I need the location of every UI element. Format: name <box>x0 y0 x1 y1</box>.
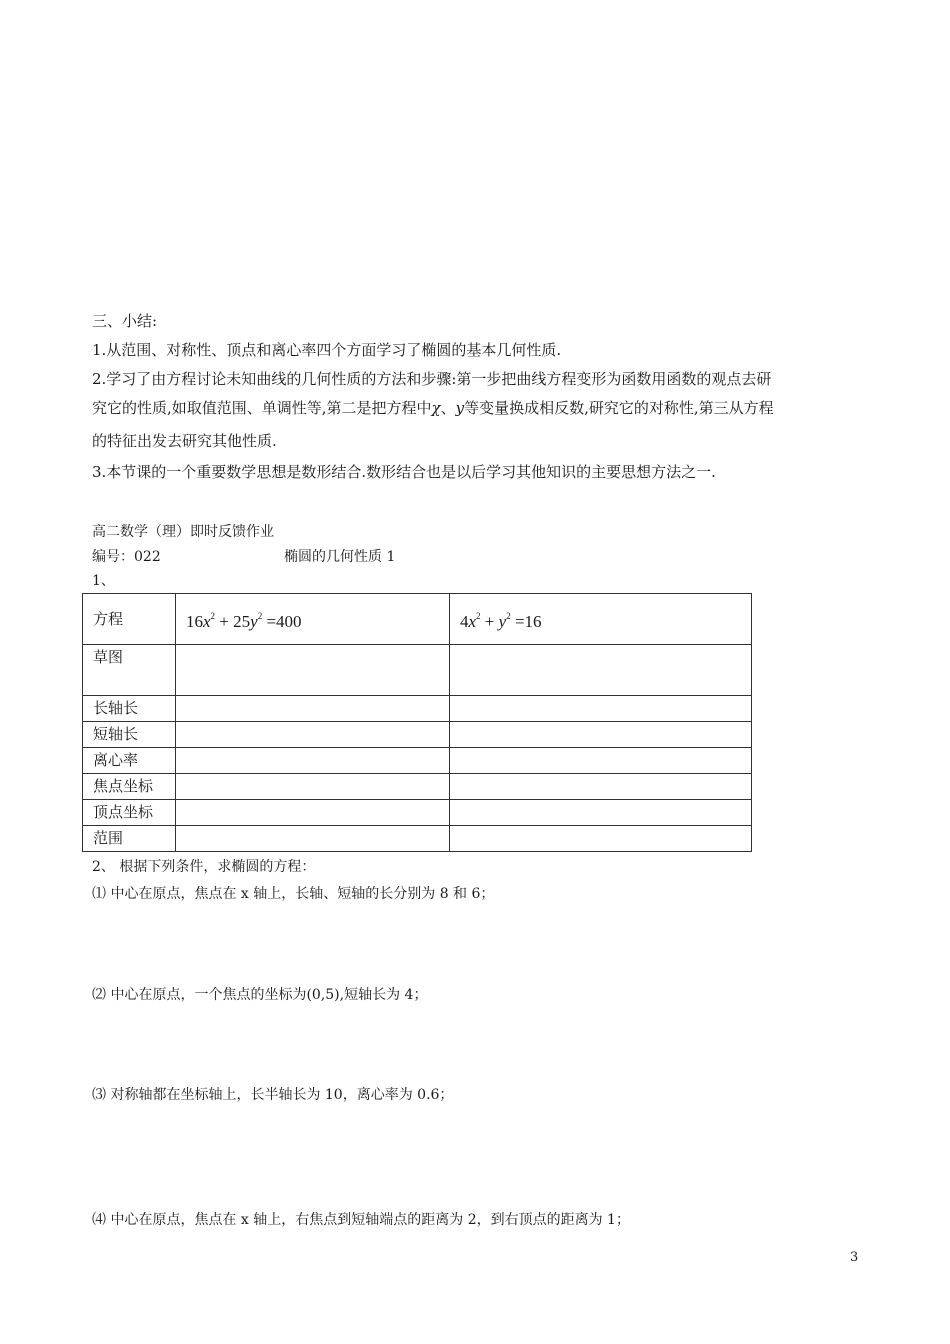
equation-2: $4x^2 + y^2 =16$ <box>450 594 752 645</box>
row-label-range: 范围 <box>83 826 176 852</box>
answer-cell[interactable] <box>176 800 450 826</box>
question-2-intro: 2、 根据下列条件，求椭圆的方程： <box>92 859 316 875</box>
summary-item-3: 3.本节课的一个重要数学思想是数形结合.数形结合也是以后学习其他知识的主要思想方法之一. <box>92 463 716 481</box>
homework-number: 编号：022 <box>92 549 161 565</box>
table-row-foci <box>83 774 752 800</box>
answer-cell[interactable] <box>450 696 752 722</box>
row-label-sketch: 草图 <box>83 645 176 696</box>
summary-item-2-line-3: 的特征出发去研究其他性质. <box>92 432 277 450</box>
summary-item-2-line-1: 2.学习了由方程讨论未知曲线的几何性质的方法和步骤:第一步把曲线方程变形为函数用函数的观点去研 <box>92 370 772 388</box>
homework-topic: 椭圆的几何性质 1 <box>284 549 396 565</box>
answer-cell[interactable] <box>450 645 752 696</box>
var-y: y <box>455 399 465 417</box>
row-label-foci: 焦点坐标 <box>83 774 176 800</box>
row-label-minor-axis: 短轴长 <box>83 722 176 748</box>
row-label-major-axis: 长轴长 <box>83 696 176 722</box>
answer-cell[interactable] <box>176 696 450 722</box>
answer-cell[interactable] <box>450 748 752 774</box>
row-label-eccentricity: 离心率 <box>83 748 176 774</box>
table-row-range <box>83 826 752 852</box>
row-label-equation: 方程 <box>83 594 176 645</box>
row-label-vertices: 顶点坐标 <box>83 800 176 826</box>
answer-cell[interactable] <box>450 722 752 748</box>
equation-1: $16x^2 + 25y^2 =400$ <box>176 594 450 645</box>
question-2-part-3: ⑶ 对称轴都在坐标轴上，长半轴长为 10，离心率为 0.6； <box>92 1087 454 1103</box>
homework-title: 高二数学（理）即时反馈作业 <box>92 524 274 540</box>
answer-cell[interactable] <box>176 748 450 774</box>
answer-cell[interactable] <box>450 826 752 852</box>
question-2-part-2: ⑵ 中心在原点，一个焦点的坐标为(0,5),短轴长为 4； <box>92 987 428 1003</box>
table-row-equation <box>83 594 752 645</box>
answer-cell[interactable] <box>176 826 450 852</box>
question-1-label: 1、 <box>92 573 115 589</box>
ellipse-property-table <box>82 593 752 852</box>
question-2-part-1: ⑴ 中心在原点，焦点在 x 轴上，长轴、短轴的长分别为 8 和 6； <box>92 886 495 902</box>
page-number: 3 <box>850 1250 859 1265</box>
answer-cell[interactable] <box>176 774 450 800</box>
answer-cell[interactable] <box>176 722 450 748</box>
table-row-sketch <box>83 645 752 696</box>
table-row-eccentricity <box>83 748 752 774</box>
table-row-minor-axis <box>83 722 752 748</box>
summary-item-2-text-b: 等变量换成相反数,研究它的对称性,第三从方程 <box>464 399 774 417</box>
table-row-vertices <box>83 800 752 826</box>
question-2-part-4: ⑷ 中心在原点，焦点在 x 轴上，右焦点到短轴端点的距离为 2，到右顶点的距离为 1； <box>92 1212 630 1228</box>
summary-item-1: 1.从范围、对称性、顶点和离心率四个方面学习了椭圆的基本几何性质. <box>92 341 562 359</box>
summary-item-2-text-a: 究它的性质,如取值范围、单调性等,第二是把方程中 <box>92 399 432 417</box>
answer-cell[interactable] <box>450 774 752 800</box>
answer-cell[interactable] <box>450 800 752 826</box>
summary-item-2-line-2 <box>92 398 774 418</box>
separator: 、 <box>440 399 456 417</box>
summary-heading: 三、小结: <box>92 312 158 330</box>
table-row-major-axis <box>83 696 752 722</box>
answer-cell[interactable] <box>176 645 450 696</box>
var-x: χ <box>431 399 441 417</box>
